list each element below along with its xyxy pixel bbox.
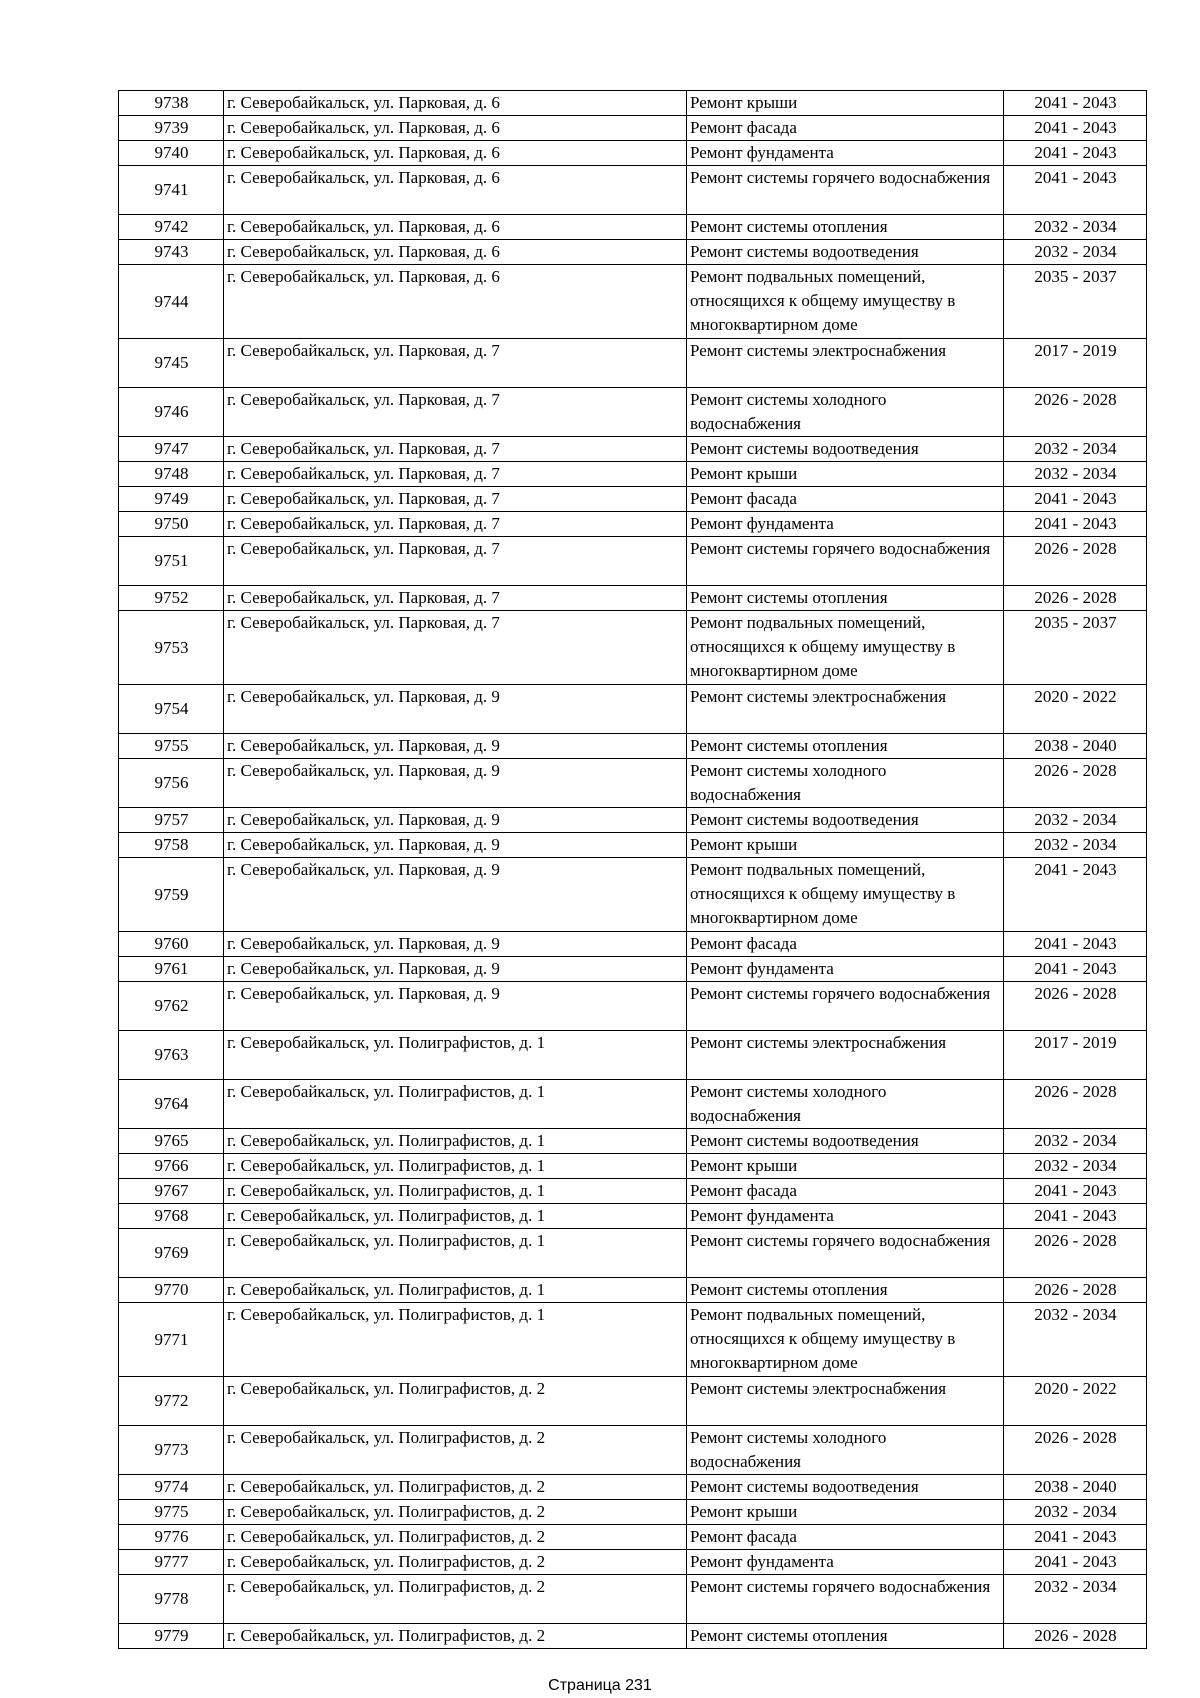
work-type-cell: Ремонт системы холодного водоснабжения xyxy=(687,1080,1004,1129)
work-type-cell: Ремонт крыши xyxy=(687,1154,1004,1179)
row-number-cell: 9742 xyxy=(119,215,224,240)
table-body xyxy=(119,91,1147,1649)
table-row xyxy=(119,858,1147,932)
address-cell: г. Северобайкальск, ул. Полиграфистов, д. 1 xyxy=(224,1154,687,1179)
years-cell: 2041 - 2043 xyxy=(1004,1204,1147,1229)
address-cell: г. Северобайкальск, ул. Полиграфистов, д. 2 xyxy=(224,1475,687,1500)
table-row xyxy=(119,1377,1147,1426)
years-cell: 2032 - 2034 xyxy=(1004,808,1147,833)
table-row xyxy=(119,1575,1147,1624)
table-row xyxy=(119,759,1147,808)
repair-schedule-table xyxy=(118,90,1147,1649)
address-cell: г. Северобайкальск, ул. Парковая, д. 9 xyxy=(224,833,687,858)
work-type-cell: Ремонт системы холодного водоснабжения xyxy=(687,759,1004,808)
address-cell: г. Северобайкальск, ул. Полиграфистов, д. 2 xyxy=(224,1575,687,1624)
address-cell: г. Северобайкальск, ул. Парковая, д. 9 xyxy=(224,858,687,932)
table-row xyxy=(119,166,1147,215)
years-cell: 2017 - 2019 xyxy=(1004,339,1147,388)
work-type-cell: Ремонт системы электроснабжения xyxy=(687,685,1004,734)
years-cell: 2041 - 2043 xyxy=(1004,1525,1147,1550)
address-cell: г. Северобайкальск, ул. Полиграфистов, д. 2 xyxy=(224,1624,687,1649)
work-type-cell: Ремонт фасада xyxy=(687,932,1004,957)
table-row xyxy=(119,1179,1147,1204)
row-number-cell: 9773 xyxy=(119,1426,224,1475)
table-row xyxy=(119,1525,1147,1550)
years-cell: 2041 - 2043 xyxy=(1004,91,1147,116)
work-type-cell: Ремонт системы водоотведения xyxy=(687,808,1004,833)
years-cell: 2026 - 2028 xyxy=(1004,388,1147,437)
work-type-cell: Ремонт системы водоотведения xyxy=(687,240,1004,265)
row-number-cell: 9770 xyxy=(119,1278,224,1303)
table-row xyxy=(119,1278,1147,1303)
address-cell: г. Северобайкальск, ул. Парковая, д. 6 xyxy=(224,240,687,265)
row-number-cell: 9740 xyxy=(119,141,224,166)
address-cell: г. Северобайкальск, ул. Полиграфистов, д. 1 xyxy=(224,1303,687,1377)
years-cell: 2032 - 2034 xyxy=(1004,240,1147,265)
table-row xyxy=(119,957,1147,982)
work-type-cell: Ремонт подвальных помещений, относящихся к общему имуществу в многоквартирном доме xyxy=(687,611,1004,685)
work-type-cell: Ремонт фундамента xyxy=(687,1204,1004,1229)
years-cell: 2035 - 2037 xyxy=(1004,265,1147,339)
work-type-cell: Ремонт системы отопления xyxy=(687,1278,1004,1303)
work-type-cell: Ремонт фундамента xyxy=(687,512,1004,537)
address-cell: г. Северобайкальск, ул. Полиграфистов, д. 1 xyxy=(224,1031,687,1080)
work-type-cell: Ремонт фасада xyxy=(687,116,1004,141)
row-number-cell: 9776 xyxy=(119,1525,224,1550)
years-cell: 2026 - 2028 xyxy=(1004,759,1147,808)
table-row xyxy=(119,512,1147,537)
address-cell: г. Северобайкальск, ул. Парковая, д. 9 xyxy=(224,734,687,759)
row-number-cell: 9779 xyxy=(119,1624,224,1649)
work-type-cell: Ремонт фундамента xyxy=(687,141,1004,166)
years-cell: 2041 - 2043 xyxy=(1004,1179,1147,1204)
document-table-container xyxy=(118,90,1146,1649)
address-cell: г. Северобайкальск, ул. Парковая, д. 6 xyxy=(224,141,687,166)
years-cell: 2035 - 2037 xyxy=(1004,611,1147,685)
table-row xyxy=(119,982,1147,1031)
years-cell: 2026 - 2028 xyxy=(1004,982,1147,1031)
row-number-cell: 9764 xyxy=(119,1080,224,1129)
address-cell: г. Северобайкальск, ул. Парковая, д. 7 xyxy=(224,537,687,586)
row-number-cell: 9750 xyxy=(119,512,224,537)
row-number-cell: 9760 xyxy=(119,932,224,957)
work-type-cell: Ремонт системы водоотведения xyxy=(687,1129,1004,1154)
years-cell: 2032 - 2034 xyxy=(1004,1129,1147,1154)
address-cell: г. Северобайкальск, ул. Парковая, д. 9 xyxy=(224,957,687,982)
work-type-cell: Ремонт системы горячего водоснабжения xyxy=(687,537,1004,586)
address-cell: г. Северобайкальск, ул. Полиграфистов, д. 2 xyxy=(224,1426,687,1475)
years-cell: 2026 - 2028 xyxy=(1004,1426,1147,1475)
row-number-cell: 9743 xyxy=(119,240,224,265)
work-type-cell: Ремонт фасада xyxy=(687,487,1004,512)
table-row xyxy=(119,1031,1147,1080)
address-cell: г. Северобайкальск, ул. Парковая, д. 9 xyxy=(224,982,687,1031)
table-row xyxy=(119,586,1147,611)
years-cell: 2017 - 2019 xyxy=(1004,1031,1147,1080)
page-number: Страница 231 xyxy=(548,1677,652,1694)
address-cell: г. Северобайкальск, ул. Парковая, д. 9 xyxy=(224,808,687,833)
address-cell: г. Северобайкальск, ул. Парковая, д. 6 xyxy=(224,91,687,116)
row-number-cell: 9774 xyxy=(119,1475,224,1500)
address-cell: г. Северобайкальск, ул. Парковая, д. 7 xyxy=(224,388,687,437)
row-number-cell: 9752 xyxy=(119,586,224,611)
table-row xyxy=(119,932,1147,957)
row-number-cell: 9747 xyxy=(119,437,224,462)
row-number-cell: 9748 xyxy=(119,462,224,487)
address-cell: г. Северобайкальск, ул. Полиграфистов, д. 2 xyxy=(224,1500,687,1525)
row-number-cell: 9777 xyxy=(119,1550,224,1575)
years-cell: 2032 - 2034 xyxy=(1004,437,1147,462)
address-cell: г. Северобайкальск, ул. Парковая, д. 9 xyxy=(224,685,687,734)
years-cell: 2041 - 2043 xyxy=(1004,116,1147,141)
work-type-cell: Ремонт фундамента xyxy=(687,957,1004,982)
row-number-cell: 9766 xyxy=(119,1154,224,1179)
table-row xyxy=(119,1204,1147,1229)
work-type-cell: Ремонт системы электроснабжения xyxy=(687,1377,1004,1426)
years-cell: 2041 - 2043 xyxy=(1004,166,1147,215)
address-cell: г. Северобайкальск, ул. Полиграфистов, д. 2 xyxy=(224,1550,687,1575)
years-cell: 2026 - 2028 xyxy=(1004,1278,1147,1303)
address-cell: г. Северобайкальск, ул. Полиграфистов, д. 1 xyxy=(224,1229,687,1278)
row-number-cell: 9768 xyxy=(119,1204,224,1229)
row-number-cell: 9763 xyxy=(119,1031,224,1080)
table-row xyxy=(119,808,1147,833)
address-cell: г. Северобайкальск, ул. Парковая, д. 9 xyxy=(224,932,687,957)
table-row xyxy=(119,116,1147,141)
table-row xyxy=(119,215,1147,240)
years-cell: 2041 - 2043 xyxy=(1004,487,1147,512)
address-cell: г. Северобайкальск, ул. Полиграфистов, д. 1 xyxy=(224,1179,687,1204)
years-cell: 2026 - 2028 xyxy=(1004,1229,1147,1278)
work-type-cell: Ремонт системы отопления xyxy=(687,734,1004,759)
work-type-cell: Ремонт фасада xyxy=(687,1179,1004,1204)
work-type-cell: Ремонт подвальных помещений, относящихся к общему имуществу в многоквартирном доме xyxy=(687,1303,1004,1377)
years-cell: 2041 - 2043 xyxy=(1004,932,1147,957)
table-row xyxy=(119,339,1147,388)
address-cell: г. Северобайкальск, ул. Полиграфистов, д. 1 xyxy=(224,1204,687,1229)
work-type-cell: Ремонт подвальных помещений, относящихся к общему имуществу в многоквартирном доме xyxy=(687,265,1004,339)
row-number-cell: 9769 xyxy=(119,1229,224,1278)
row-number-cell: 9767 xyxy=(119,1179,224,1204)
row-number-cell: 9754 xyxy=(119,685,224,734)
years-cell: 2041 - 2043 xyxy=(1004,512,1147,537)
years-cell: 2038 - 2040 xyxy=(1004,734,1147,759)
years-cell: 2032 - 2034 xyxy=(1004,462,1147,487)
address-cell: г. Северобайкальск, ул. Парковая, д. 9 xyxy=(224,759,687,808)
years-cell: 2041 - 2043 xyxy=(1004,858,1147,932)
work-type-cell: Ремонт системы электроснабжения xyxy=(687,339,1004,388)
address-cell: г. Северобайкальск, ул. Парковая, д. 6 xyxy=(224,215,687,240)
years-cell: 2032 - 2034 xyxy=(1004,215,1147,240)
table-row xyxy=(119,537,1147,586)
table-row xyxy=(119,487,1147,512)
row-number-cell: 9759 xyxy=(119,858,224,932)
row-number-cell: 9751 xyxy=(119,537,224,586)
table-row xyxy=(119,240,1147,265)
table-row xyxy=(119,611,1147,685)
years-cell: 2020 - 2022 xyxy=(1004,1377,1147,1426)
address-cell: г. Северобайкальск, ул. Полиграфистов, д. 1 xyxy=(224,1080,687,1129)
years-cell: 2032 - 2034 xyxy=(1004,833,1147,858)
table-row xyxy=(119,1129,1147,1154)
table-row xyxy=(119,437,1147,462)
address-cell: г. Северобайкальск, ул. Парковая, д. 7 xyxy=(224,462,687,487)
table-row xyxy=(119,1500,1147,1525)
table-row xyxy=(119,1550,1147,1575)
address-cell: г. Северобайкальск, ул. Парковая, д. 6 xyxy=(224,166,687,215)
years-cell: 2020 - 2022 xyxy=(1004,685,1147,734)
work-type-cell: Ремонт системы горячего водоснабжения xyxy=(687,1575,1004,1624)
row-number-cell: 9753 xyxy=(119,611,224,685)
row-number-cell: 9738 xyxy=(119,91,224,116)
years-cell: 2038 - 2040 xyxy=(1004,1475,1147,1500)
years-cell: 2032 - 2034 xyxy=(1004,1303,1147,1377)
work-type-cell: Ремонт системы электроснабжения xyxy=(687,1031,1004,1080)
address-cell: г. Северобайкальск, ул. Полиграфистов, д. 1 xyxy=(224,1278,687,1303)
work-type-cell: Ремонт системы водоотведения xyxy=(687,1475,1004,1500)
address-cell: г. Северобайкальск, ул. Парковая, д. 6 xyxy=(224,116,687,141)
row-number-cell: 9758 xyxy=(119,833,224,858)
years-cell: 2026 - 2028 xyxy=(1004,1624,1147,1649)
years-cell: 2026 - 2028 xyxy=(1004,537,1147,586)
table-row xyxy=(119,1303,1147,1377)
table-row xyxy=(119,1080,1147,1129)
work-type-cell: Ремонт системы горячего водоснабжения xyxy=(687,1229,1004,1278)
years-cell: 2026 - 2028 xyxy=(1004,1080,1147,1129)
work-type-cell: Ремонт системы холодного водоснабжения xyxy=(687,1426,1004,1475)
work-type-cell: Ремонт крыши xyxy=(687,462,1004,487)
years-cell: 2032 - 2034 xyxy=(1004,1575,1147,1624)
address-cell: г. Северобайкальск, ул. Полиграфистов, д. 2 xyxy=(224,1525,687,1550)
row-number-cell: 9771 xyxy=(119,1303,224,1377)
table-row xyxy=(119,1475,1147,1500)
work-type-cell: Ремонт системы водоотведения xyxy=(687,437,1004,462)
table-row xyxy=(119,734,1147,759)
work-type-cell: Ремонт системы отопления xyxy=(687,586,1004,611)
row-number-cell: 9772 xyxy=(119,1377,224,1426)
address-cell: г. Северобайкальск, ул. Парковая, д. 7 xyxy=(224,586,687,611)
row-number-cell: 9744 xyxy=(119,265,224,339)
address-cell: г. Северобайкальск, ул. Парковая, д. 7 xyxy=(224,339,687,388)
row-number-cell: 9761 xyxy=(119,957,224,982)
row-number-cell: 9765 xyxy=(119,1129,224,1154)
work-type-cell: Ремонт системы горячего водоснабжения xyxy=(687,166,1004,215)
address-cell: г. Северобайкальск, ул. Парковая, д. 7 xyxy=(224,437,687,462)
work-type-cell: Ремонт подвальных помещений, относящихся к общему имуществу в многоквартирном доме xyxy=(687,858,1004,932)
years-cell: 2032 - 2034 xyxy=(1004,1154,1147,1179)
work-type-cell: Ремонт крыши xyxy=(687,1500,1004,1525)
table-row xyxy=(119,91,1147,116)
address-cell: г. Северобайкальск, ул. Полиграфистов, д. 2 xyxy=(224,1377,687,1426)
row-number-cell: 9739 xyxy=(119,116,224,141)
address-cell: г. Северобайкальск, ул. Парковая, д. 7 xyxy=(224,512,687,537)
table-row xyxy=(119,1426,1147,1475)
row-number-cell: 9756 xyxy=(119,759,224,808)
work-type-cell: Ремонт крыши xyxy=(687,833,1004,858)
work-type-cell: Ремонт системы холодного водоснабжения xyxy=(687,388,1004,437)
table-row xyxy=(119,833,1147,858)
row-number-cell: 9755 xyxy=(119,734,224,759)
row-number-cell: 9746 xyxy=(119,388,224,437)
row-number-cell: 9741 xyxy=(119,166,224,215)
work-type-cell: Ремонт фундамента xyxy=(687,1550,1004,1575)
table-row xyxy=(119,685,1147,734)
table-row xyxy=(119,141,1147,166)
work-type-cell: Ремонт системы отопления xyxy=(687,215,1004,240)
row-number-cell: 9745 xyxy=(119,339,224,388)
table-row xyxy=(119,1624,1147,1649)
address-cell: г. Северобайкальск, ул. Парковая, д. 7 xyxy=(224,611,687,685)
years-cell: 2032 - 2034 xyxy=(1004,1500,1147,1525)
table-row xyxy=(119,462,1147,487)
address-cell: г. Северобайкальск, ул. Парковая, д. 6 xyxy=(224,265,687,339)
row-number-cell: 9778 xyxy=(119,1575,224,1624)
years-cell: 2026 - 2028 xyxy=(1004,586,1147,611)
years-cell: 2041 - 2043 xyxy=(1004,1550,1147,1575)
table-row xyxy=(119,1154,1147,1179)
work-type-cell: Ремонт фасада xyxy=(687,1525,1004,1550)
work-type-cell: Ремонт системы отопления xyxy=(687,1624,1004,1649)
table-row xyxy=(119,388,1147,437)
work-type-cell: Ремонт системы горячего водоснабжения xyxy=(687,982,1004,1031)
table-row xyxy=(119,265,1147,339)
years-cell: 2041 - 2043 xyxy=(1004,957,1147,982)
row-number-cell: 9757 xyxy=(119,808,224,833)
row-number-cell: 9749 xyxy=(119,487,224,512)
table-row xyxy=(119,1229,1147,1278)
work-type-cell: Ремонт крыши xyxy=(687,91,1004,116)
address-cell: г. Северобайкальск, ул. Полиграфистов, д. 1 xyxy=(224,1129,687,1154)
row-number-cell: 9762 xyxy=(119,982,224,1031)
address-cell: г. Северобайкальск, ул. Парковая, д. 7 xyxy=(224,487,687,512)
years-cell: 2041 - 2043 xyxy=(1004,141,1147,166)
row-number-cell: 9775 xyxy=(119,1500,224,1525)
